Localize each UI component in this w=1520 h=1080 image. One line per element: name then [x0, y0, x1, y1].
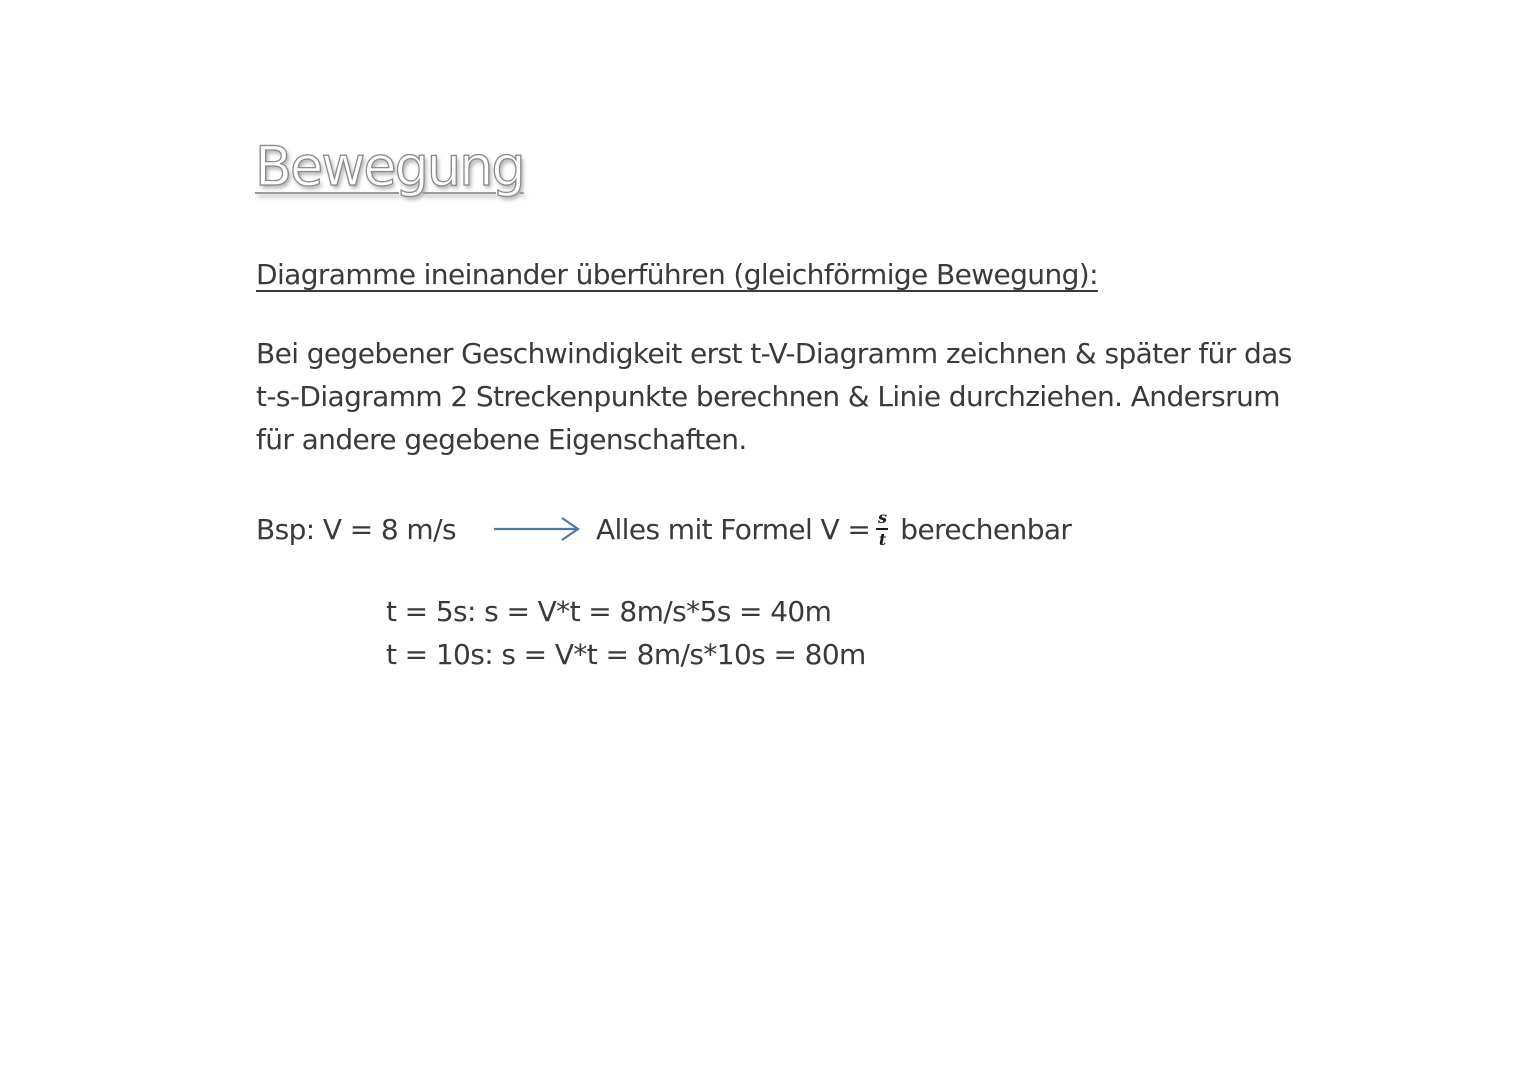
paragraph-line: t-s-Diagramm 2 Streckenpunkte berechnen & Linie durchziehen. Andersrum — [256, 380, 1280, 413]
fraction-denominator: t — [878, 529, 886, 549]
example-row — [256, 500, 1071, 558]
calculation-line: t = 10s: s = V*t = 8m/s*10s = 80m — [386, 638, 866, 671]
page-title: Bewegung — [255, 135, 524, 198]
fraction-numerator: s — [878, 508, 887, 528]
formula-fraction — [876, 509, 888, 549]
calculation-line: t = 5s: s = V*t = 8m/s*5s = 40m — [386, 595, 832, 628]
formula-suffix: berechenbar — [900, 512, 1072, 546]
formula-prefix: Alles mit Formel V = — [595, 512, 871, 546]
explanation-paragraph — [256, 332, 1356, 461]
paragraph-line: Bei gegebener Geschwindigkeit erst t-V-Diagramm zeichnen & später für das — [256, 337, 1292, 370]
paragraph-line: für andere gegebene Eigenschaften. — [256, 423, 747, 456]
section-heading: Diagramme ineinander überführen (gleichförmige Bewegung): — [256, 258, 1098, 291]
right-arrow-icon — [492, 514, 582, 544]
example-given: Bsp: V = 8 m/s — [256, 512, 456, 546]
